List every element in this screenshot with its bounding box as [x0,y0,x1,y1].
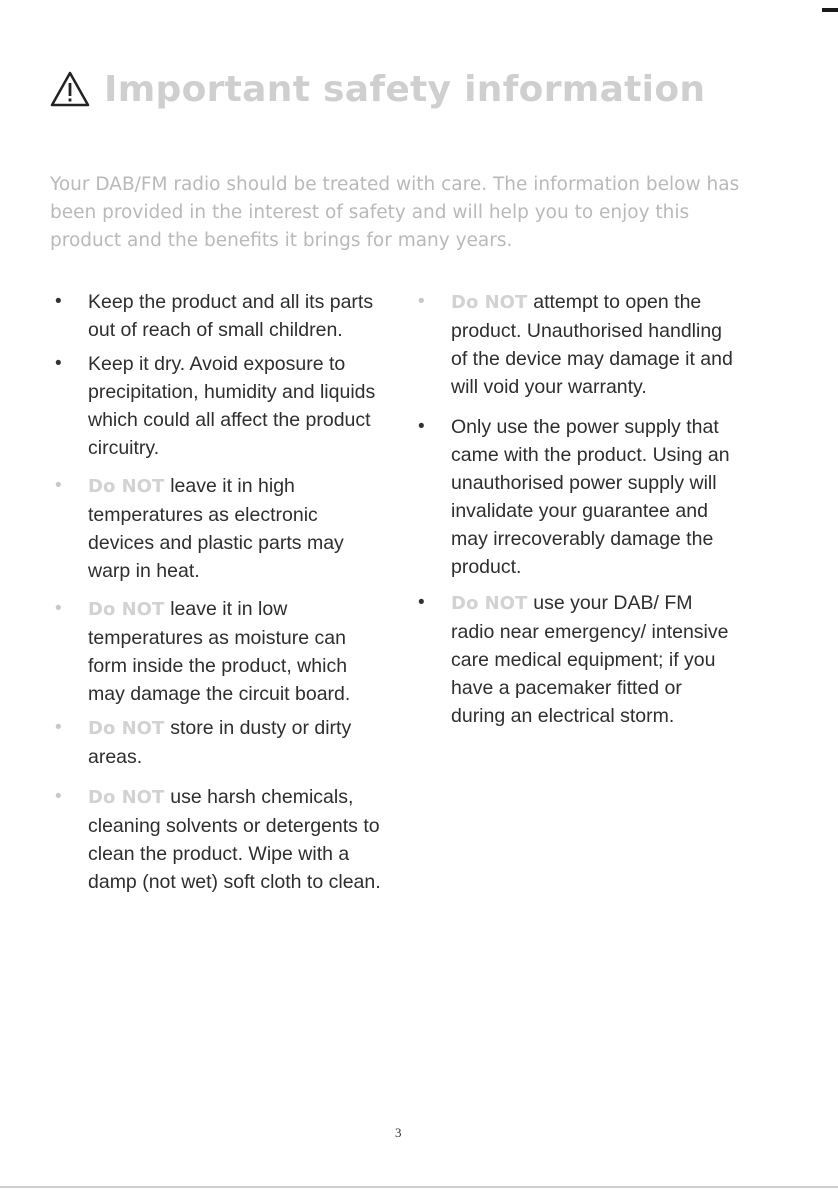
bullet-icon: • [418,416,425,437]
bullet-icon: • [55,598,62,619]
bullet-icon: • [55,291,62,312]
list-item: • Do NOT attempt to open the product. Unauthorised handling of the device may damage it and will void your warranty. [411,288,741,401]
bullet-icon: • [55,786,62,807]
bullet-icon: • [418,592,425,613]
warning-triangle-icon [50,71,90,107]
list-item: • Do NOT store in dusty or dirty areas. [48,714,388,771]
bullet-icon: • [418,291,425,312]
page-heading [50,64,705,114]
page-number: 3 [395,1125,402,1140]
left-column [48,288,388,896]
intro-paragraph: Your DAB/FM radio should be treated with care. The information below has been provided in the interest of safety and will help you to enjoy this product and the benefits it brings for many years. [50,174,740,251]
bullet-icon: • [55,475,62,496]
right-column [411,288,741,730]
page-bottom-rule [0,1186,838,1188]
page-title: Important safety information [104,68,706,110]
bullet-icon: • [55,717,62,738]
list-item: • Keep it dry. Avoid exposure to precipitation, humidity and liquids which could all affect the product circuitry. [48,350,388,462]
list-item: • Do NOT use harsh chemicals, cleaning solvents or detergents to clean the product. Wipe with a damp (not wet) soft cloth to clean. [48,783,388,896]
list-item: • Do NOT leave it in low temperatures as moisture can form inside the product, which may damage the circuit board. [48,595,388,708]
list-item: • Do NOT leave it in high temperatures as electronic devices and plastic parts may warp in heat. [48,472,388,585]
list-item: • Do NOT use your DAB/ FM radio near emergency/ intensive care medical equipment; if you have a pacemaker fitted or during an electrical storm. [411,589,741,730]
bullet-icon: • [55,353,62,374]
list-item: • Keep the product and all its parts out of reach of small children. [48,288,388,344]
list-item: • Only use the power supply that came with the product. Using an unauthorised power supply will invalidate your guarantee and may irrecoverably damage the product. [411,413,741,581]
corner-mark [822,8,838,12]
